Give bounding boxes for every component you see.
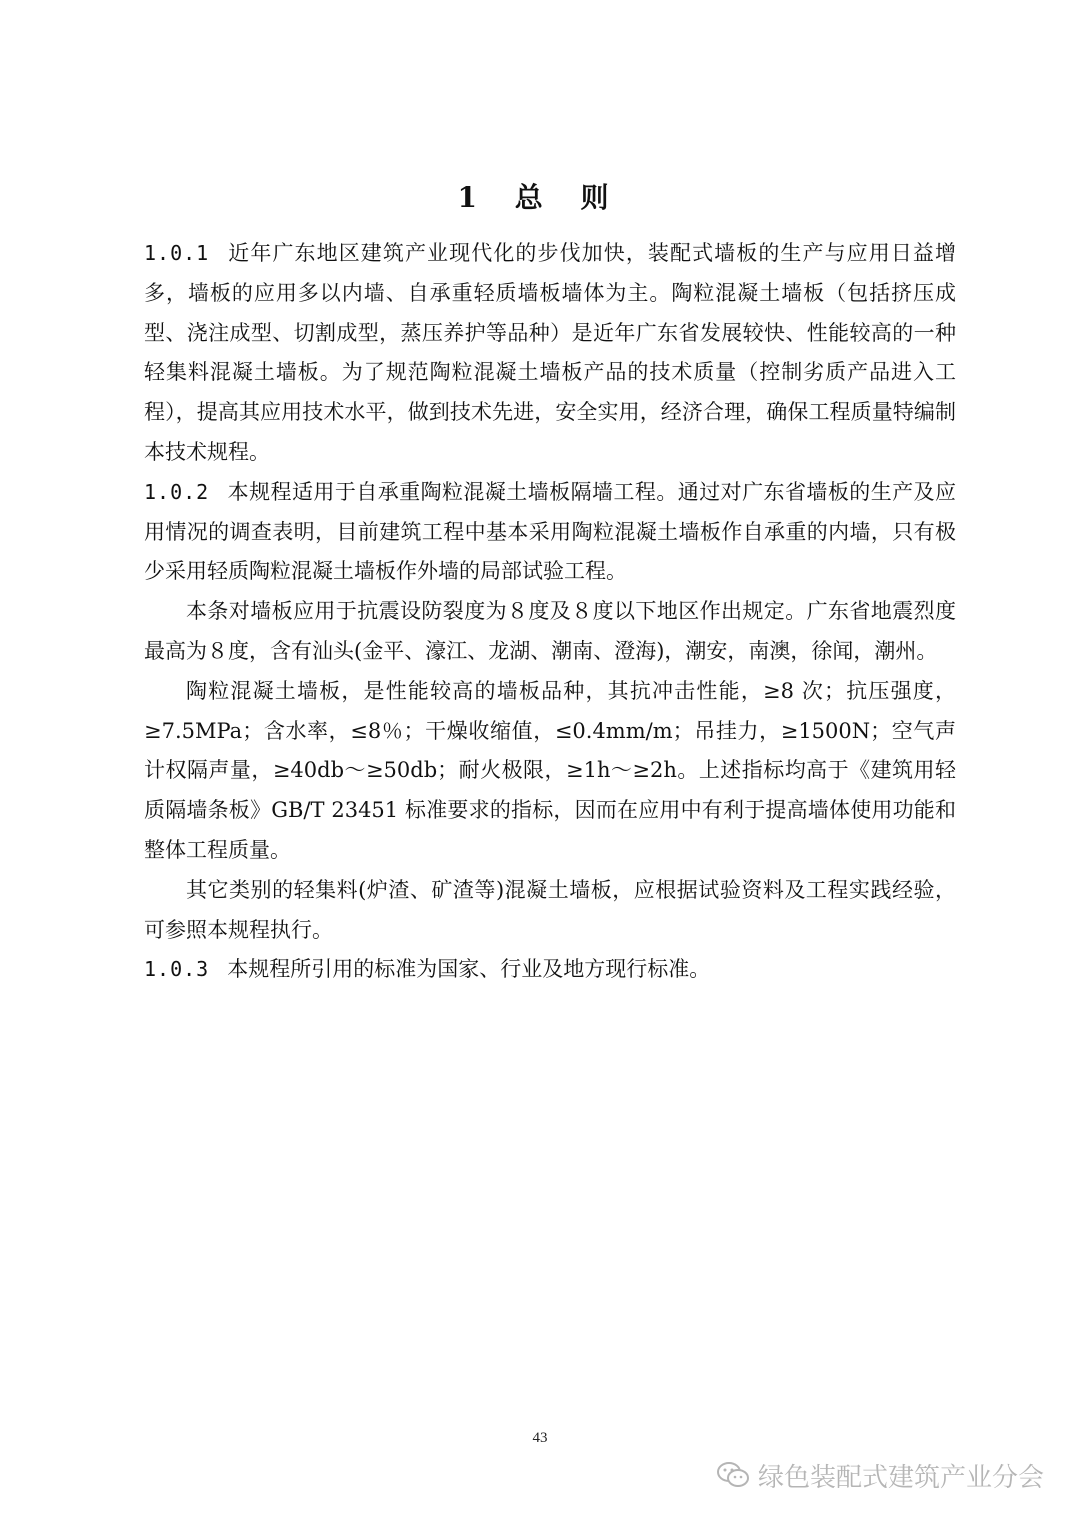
clause-text: 近年广东地区建筑产业现代化的步伐加快，装配式墙板的生产与应用日益增多，墙板的应用多以内墙、自承重轻质墙板墙体为主。陶粒混凝土墙板（包括挤压成型、浇注成型、切割成型，蒸压养护等品种）是近年广东省发展较快、性能较高的一种轻集料混凝土墙板。为了规范陶粒混凝土墙板产品的技术质量（控制劣质产品进入工程），提高其应用技术水平，做到技术先进，安全实用，经济合理，确保工程质量特编制本技术规程。 <box>144 241 956 464</box>
paragraph-performance: 陶粒混凝土墙板，是性能较高的墙板品种，其抗冲击性能，≥8 次；抗压强度，≥7.5MPa；含水率，≤8％；干燥收缩值，≤0.4mm/m；吊挂力，≥1500N；空气声计权隔声量，≥40db～≥50db；耐火极限，≥1h～≥2h。上述指标均高于《建筑用轻质隔墙条板》GB/T 23451 标准要求的指标，因而在应用中有利于提高墙体使用功能和整体工程质量。 <box>144 678 956 862</box>
clause-number: 1.0.3 <box>144 957 210 982</box>
watermark-text: 绿色装配式建筑产业分会 <box>757 1462 1044 1493</box>
clause-text: 本规程适用于自承重陶粒混凝土墙板隔墙工程。通过对广东省墙板的生产及应用情况的调查表明，目前建筑工程中基本采用陶粒混凝土墙板作自承重的内墙，只有极少采用轻质陶粒混凝土墙板作外墙的局部试验工程。 <box>144 479 956 584</box>
clause-1-0-1 <box>144 234 956 473</box>
paragraph-seismic: 本条对墙板应用于抗震设防裂度为８度及８度以下地区作出规定。广东省地震烈度最高为８度，含有汕头(金平、濠江、龙湖、潮南、澄海)，潮安，南澳，徐闻，潮州。 <box>144 599 956 663</box>
clause-number: 1.0.2 <box>144 479 210 504</box>
page-number: 43 <box>532 1430 548 1446</box>
wechat-icon <box>716 1460 750 1490</box>
clause-1-0-3 <box>144 950 956 990</box>
watermark <box>716 1455 1044 1495</box>
clause-text: 本规程所引用的标准为国家、行业及地方现行标准。 <box>227 957 711 982</box>
body-text <box>144 234 956 990</box>
clause-number: 1.0.1 <box>144 241 210 265</box>
clause-1-0-2 <box>144 473 956 592</box>
chapter-title: 1 总 则 <box>457 181 623 214</box>
paragraph-other-types: 其它类别的轻集料(炉渣、矿渣等)混凝土墙板，应根据试验资料及工程实践经验，可参照本规程执行。 <box>144 877 956 942</box>
